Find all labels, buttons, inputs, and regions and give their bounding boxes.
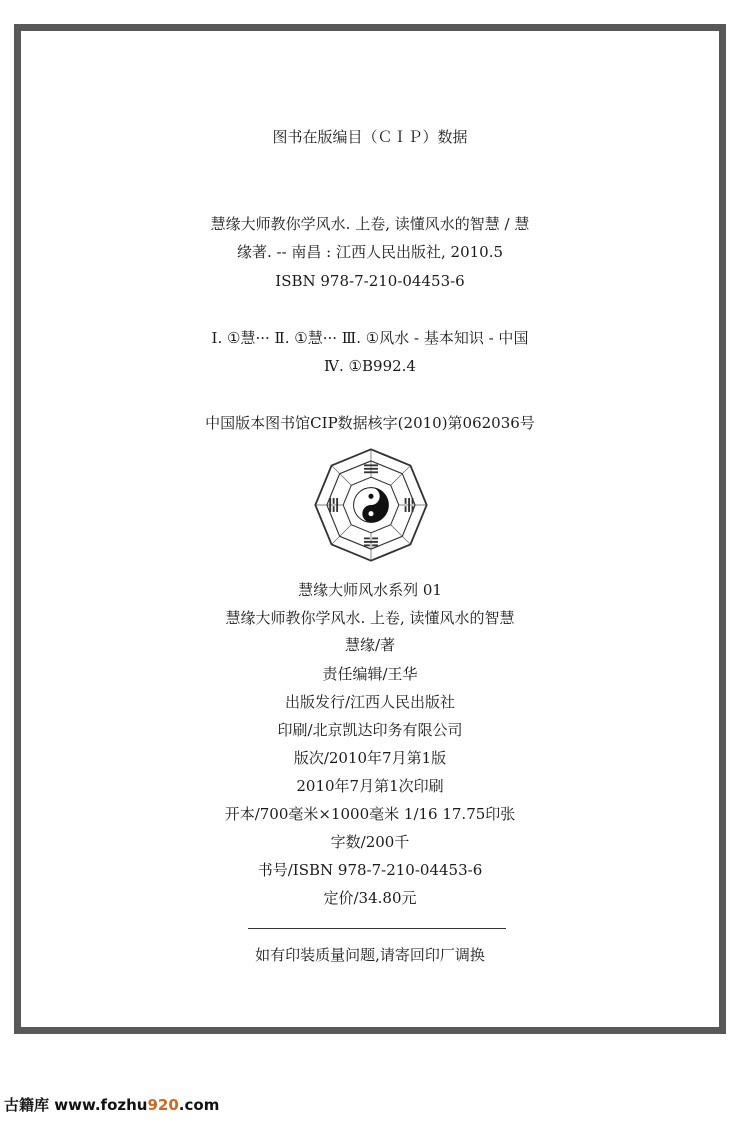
- divider-line: [248, 928, 506, 929]
- cip-subject-line-1: Ⅰ. ①慧··· Ⅱ. ①慧··· Ⅲ. ①风水 - 基本知识 - 中国: [211, 329, 529, 347]
- responsible-editor: 责任编辑/王华: [322, 665, 418, 683]
- edition: 版次/2010年7月第1版: [293, 749, 447, 767]
- series-name: 慧缘大师风水系列 01: [298, 581, 442, 599]
- book-format: 开本/700毫米×1000毫米 1/16 17.75印张: [224, 805, 516, 823]
- watermark-url-number: 920: [147, 1096, 179, 1114]
- book-title: 慧缘大师教你学风水. 上卷, 读懂风水的智慧: [225, 609, 515, 627]
- cip-heading: 图书在版编目（ＣＩＰ）数据: [272, 128, 468, 146]
- cip-isbn: ISBN 978-7-210-04453-6: [275, 272, 465, 290]
- printing: 2010年7月第1次印刷: [296, 777, 444, 795]
- cip-title-line-2: 缘著. -- 南昌 : 江西人民出版社, 2010.5: [236, 243, 504, 261]
- print-quality-notice: 如有印装质量问题,请寄回印厂调换: [255, 946, 485, 964]
- bagua-yin-yang-icon: [313, 447, 429, 563]
- cip-data-number: 中国版本图书馆CIP数据核字(2010)第062036号: [205, 414, 535, 432]
- publisher: 出版发行/江西人民出版社: [284, 693, 456, 711]
- price: 定价/34.80元: [323, 889, 417, 907]
- book-number: 书号/ISBN 978-7-210-04453-6: [257, 861, 483, 879]
- site-watermark: [4, 1094, 219, 1115]
- watermark-site-name: 古籍库: [4, 1096, 50, 1114]
- watermark-url-prefix: www.fozhu: [54, 1096, 148, 1114]
- author: 慧缘/著: [344, 636, 396, 654]
- watermark-url-suffix: .com: [178, 1096, 220, 1114]
- printer: 印刷/北京凯达印务有限公司: [277, 721, 463, 739]
- word-count: 字数/200千: [330, 833, 410, 851]
- cip-title-line-1: 慧缘大师教你学风水. 上卷, 读懂风水的智慧 / 慧: [210, 215, 530, 233]
- cip-subject-line-2: Ⅳ. ①B992.4: [324, 357, 416, 375]
